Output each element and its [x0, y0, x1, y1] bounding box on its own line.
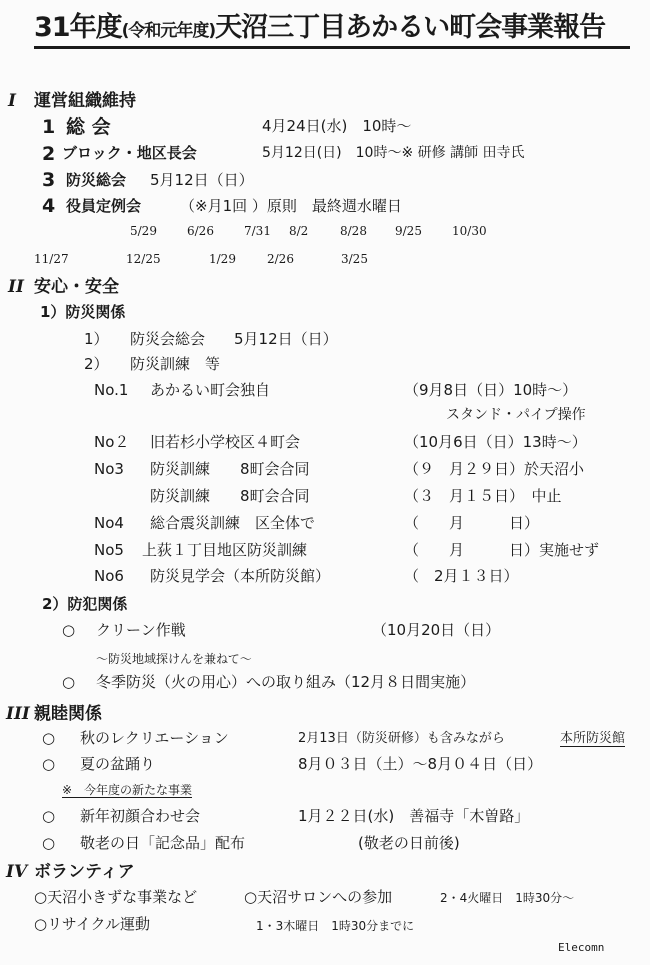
meeting-date: 8/2: [289, 224, 309, 238]
section-2-heading: 安心・安全: [34, 277, 119, 297]
s2-a2-label: 防災訓練 等: [130, 355, 221, 373]
s1-item3-num: 3: [42, 169, 56, 191]
s1-item2-detail: 5月12日(日) 10時～※ 研修 講師 田寺氏: [262, 145, 525, 161]
s3-e1-date: 2月13日（防災研修）も含みながら: [298, 731, 505, 746]
meeting-date: 2/26: [267, 252, 294, 266]
meeting-date: 8/28: [340, 224, 367, 238]
drill-no: No5: [94, 541, 124, 559]
drill-no: No.1: [94, 381, 129, 399]
drill-name: 旧若杉小学校区４町会: [150, 433, 301, 451]
title-main: 天沼三丁目あかるい町会事業報告: [215, 12, 606, 43]
bullet: ○: [42, 807, 56, 825]
drill-no: No２: [94, 433, 130, 451]
s1-item2-label: ブロック・地区長会: [62, 144, 197, 162]
s1-item2-num: 2: [42, 143, 56, 165]
s2-c1-date: （10月20日（日）: [372, 621, 501, 639]
bullet: ○: [62, 673, 76, 691]
drill-date: （９ 月２９日）於天沼小: [404, 460, 585, 478]
drill-date: （ 月 日）: [404, 514, 540, 532]
meeting-date: 7/31: [244, 224, 271, 238]
drill-name: 防災見学会（本所防災館）: [150, 567, 331, 585]
section-3-num: III: [6, 704, 30, 724]
s3-e4-label: 敬老の日「記念品」配布: [80, 834, 246, 852]
drill-date: （ 2月１３日）: [404, 567, 519, 585]
s2-c1-note: ～防災地域探けんを兼ねて～: [96, 652, 252, 666]
bullet: ○: [42, 729, 56, 747]
drill-name: あかるい町会独自: [150, 381, 271, 399]
meeting-date: 1/29: [209, 252, 236, 266]
s3-e2-label: 夏の盆踊り: [80, 755, 156, 773]
s1-item3-label: 防災総会: [66, 171, 127, 189]
s2-a1-label: 防災会総会: [130, 330, 206, 348]
s3-e1-label: 秋のレクリエーション: [80, 729, 229, 747]
drill-name: 防災訓練 8町会合同: [150, 487, 310, 505]
s2-sub2-heading: 2）防犯関係: [42, 595, 128, 613]
drill1-note: スタンド・パイプ操作: [446, 407, 586, 423]
s2-a1-date: 5月12日（日）: [234, 330, 338, 348]
section-2-num: II: [8, 277, 24, 297]
bullet: ○: [42, 834, 56, 852]
footer-mark: Elecomn: [558, 941, 605, 954]
s4-v1: ○天沼小きずな事業など: [34, 888, 198, 906]
s3-e2-date: 8月０３日（土）～8月０４日（日）: [298, 755, 543, 773]
s1-item1-num: 1: [42, 116, 56, 138]
meeting-date: 11/27: [34, 252, 69, 266]
section-4-heading: ボランティア: [34, 862, 135, 882]
section-3-heading: 親睦関係: [34, 704, 102, 724]
title-underline: [34, 46, 630, 49]
s1-item4-num: 4: [42, 195, 56, 217]
s2-c1-label: クリーン作戦: [96, 621, 186, 639]
meeting-date: 10/30: [452, 224, 487, 238]
s3-e4-date: (敬老の日前後): [358, 834, 460, 852]
s1-item1-detail: 4月24日(水) 10時～: [262, 117, 412, 135]
s4-v2-detail: 2・4火曜日 1時30分～: [440, 891, 575, 905]
s3-e3-label: 新年初顔合わせ会: [80, 807, 201, 825]
drill-no: No4: [94, 514, 124, 532]
s1-item3-detail: 5月12日（日）: [150, 171, 254, 189]
s1-item4-label: 役員定例会: [66, 197, 142, 215]
title-era: (令和元年度): [121, 21, 216, 41]
drill-no: No3: [94, 460, 124, 478]
drill-date: （ 月 日）実施せず: [404, 541, 600, 559]
drill-date: （9月8日（日）10時～）: [404, 381, 578, 399]
meeting-date: 9/25: [395, 224, 422, 238]
section-4-num: IV: [6, 862, 28, 882]
s3-e1-place: 本所防災館: [560, 731, 626, 746]
s2-sub1-heading: 1）防災関係: [40, 303, 126, 321]
meeting-date: 12/25: [126, 252, 161, 266]
drill-date: （10月6日（日）13時～）: [404, 433, 587, 451]
drill-no: No6: [94, 567, 124, 585]
drill-name: 総合震災訓練 区全体で: [150, 514, 316, 532]
s1-item1-label: 総 会: [66, 116, 111, 138]
s3-new-note: ※ 今年度の新たな事業: [62, 783, 193, 797]
s2-c2-label: 冬季防災（火の用心）への取り組み（12月８日間実施）: [96, 673, 476, 691]
section-1-heading: 運営組織維持: [34, 91, 136, 111]
title-year: 31年度: [34, 12, 122, 43]
s2-a1-num: 1）: [84, 330, 109, 348]
meeting-date: 5/29: [130, 224, 157, 238]
s4-v3-detail: 1・3木曜日 1時30分までに: [256, 919, 415, 933]
s4-v3: ○リサイクル運動: [34, 915, 150, 933]
s3-e3-date: 1月２２日(水) 善福寺「木曽路」: [298, 807, 530, 825]
meeting-date: 6/26: [187, 224, 214, 238]
drill-name: 上荻１丁目地区防災訓練: [142, 541, 308, 559]
drill-name: 防災訓練 8町会合同: [150, 460, 310, 478]
bullet: ○: [62, 621, 76, 639]
meeting-date: 3/25: [341, 252, 368, 266]
bullet: ○: [42, 755, 56, 773]
drill-date: （３ 月１５日） 中止: [404, 487, 562, 505]
s2-a2-num: 2）: [84, 355, 109, 373]
s4-v2: ○天沼サロンへの参加: [244, 888, 393, 906]
page-title: [34, 14, 605, 41]
section-1-num: I: [8, 91, 16, 111]
s1-item4-detail: （※月1回 ）原則 最終週水曜日: [180, 197, 402, 215]
